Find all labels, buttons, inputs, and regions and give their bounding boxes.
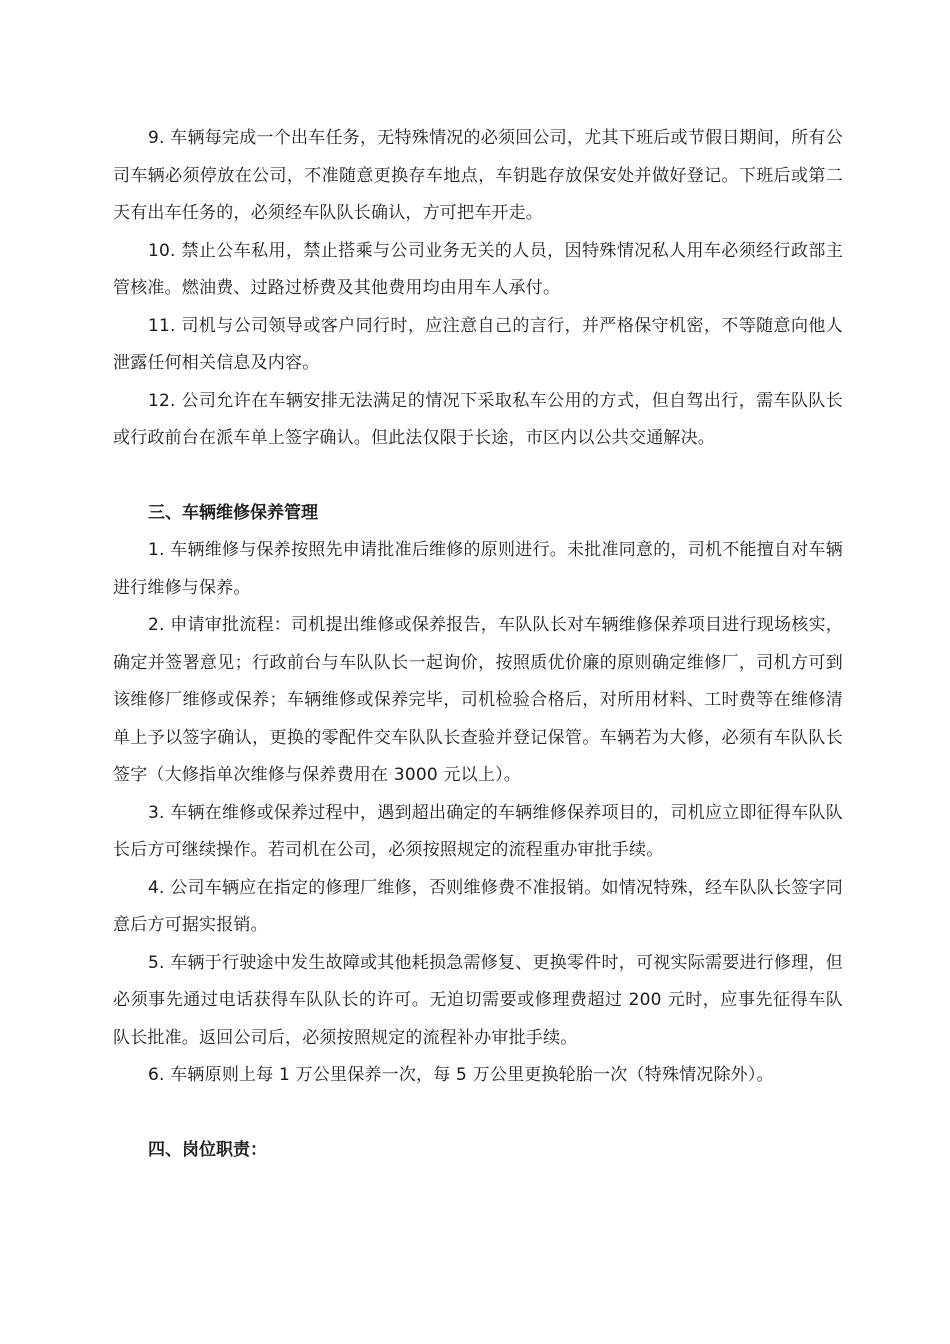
- section-heading-duties: 四、岗位职责：: [148, 1139, 267, 1160]
- rule-paragraph-11: 11. 司机与公司领导或客户同行时，应注意自己的言行，并严格保守机密，不等随意向他人泄露任何相关信息及内容。: [113, 315, 843, 373]
- document-body: [113, 120, 843, 1169]
- maintenance-paragraph-2: 2. 申请审批流程：司机提出维修或保养报告，车队队长对车辆维修保养项目进行现场核实，确定并签署意见；行政前台与车队队长一起询价，按照质优价廉的原则确定维修厂，司机方可到该维修厂维修或保养；车辆维修或保养完毕，司机检验合格后，对所用材料、工时费等在维修清单上予以签字确认，更换的零配件交车队队长查验并登记保管。车辆若为大修，必须有车队队长签字（大修指单次维修与保养费用在 3000 元以上）。: [113, 615, 843, 785]
- maintenance-paragraph-5: 5. 车辆于行驶途中发生故障或其他耗损急需修复、更换零件时，可视实际需要进行修理，但必须事先通过电话获得车队队长的许可。无迫切需要或修理费超过 200 元时，应事先征得车队队长批准。返回公司后，必须按照规定的流程补办审批手续。: [113, 952, 843, 1048]
- maintenance-paragraph-6: 6. 车辆原则上每 1 万公里保养一次，每 5 万公里更换轮胎一次（特殊情况除外）。: [148, 1065, 774, 1085]
- maintenance-paragraph-3: 3. 车辆在维修或保养过程中，遇到超出确定的车辆维修保养项目的，司机应立即征得车队队长后方可继续操作。若司机在公司，必须按照规定的流程重办审批手续。: [113, 802, 843, 860]
- rule-paragraph-9: 9. 车辆每完成一个出车任务，无特殊情况的必须回公司，尤其下班后或节假日期间，所有公司车辆必须停放在公司，不准随意更换存车地点，车钥匙存放保安处并做好登记。下班后或第二天有出车任务的，必须经车队队长确认，方可把车开走。: [113, 128, 843, 223]
- rule-paragraph-10: 10. 禁止公车私用，禁止搭乘与公司业务无关的人员，因特殊情况私人用车必须经行政部主管核准。燃油费、过路过桥费及其他费用均由用车人承付。: [113, 240, 843, 298]
- section-spacer: [113, 1095, 843, 1132]
- section-heading-maintenance: 三、车辆维修保养管理: [148, 502, 318, 523]
- section-spacer: [113, 458, 843, 495]
- maintenance-paragraph-1: 1. 车辆维修与保养按照先申请批准后维修的原则进行。未批准同意的，司机不能擅自对车辆进行维修与保养。: [113, 540, 843, 598]
- rule-paragraph-12: 12. 公司允许在车辆安排无法满足的情况下采取私车公用的方式，但自驾出行，需车队队长或行政前台在派车单上签字确认。但此法仅限于长途，市区内以公共交通解决。: [113, 390, 843, 448]
- maintenance-paragraph-4: 4. 公司车辆应在指定的修理厂维修，否则维修费不准报销。如情况特殊，经车队队长签字同意后方可据实报销。: [113, 877, 843, 935]
